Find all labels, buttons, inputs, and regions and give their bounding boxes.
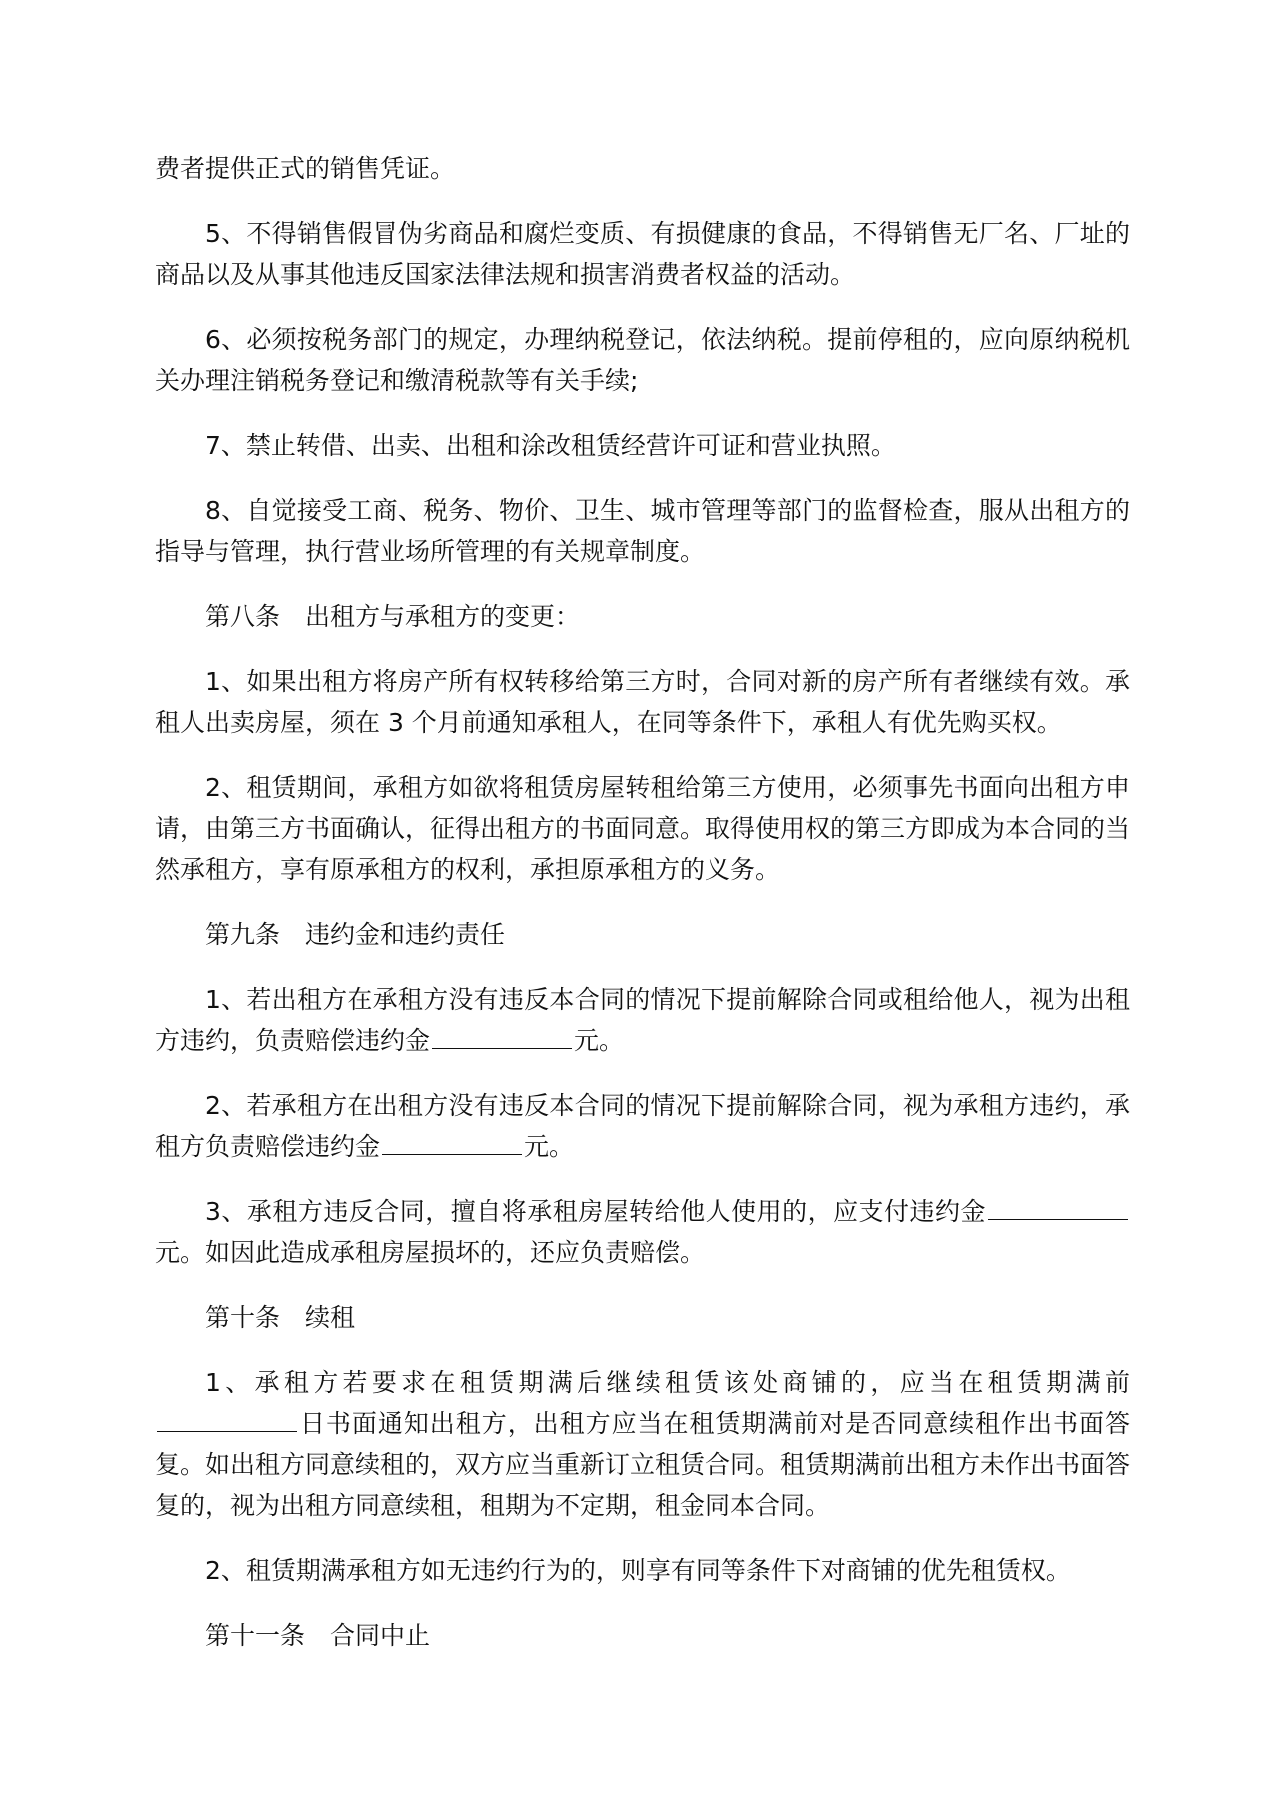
clause-7: 7、禁止转借、出卖、出租和涂改租赁经营许可证和营业执照。: [205, 431, 896, 460]
article-8-clause-1: 1、如果出租方将房产所有权转移给第三方时，合同对新的房产所有者继续有效。承租人出卖房屋，须在 3 个月前通知承租人，在同等条件下，承租人有优先购买权。: [155, 667, 1130, 737]
blank-line-penalty-1: [432, 1022, 572, 1049]
clause-6: 6、必须按税务部门的规定，办理纳税登记，依法纳税。提前停租的，应向原纳税机关办理注销税务登记和缴清税款等有关手续;: [155, 325, 1130, 395]
article-8-heading: [155, 596, 1130, 637]
article-10-clause-1: [155, 1362, 1130, 1526]
article-9-clause-2: [155, 1085, 1130, 1167]
article-9-title: 违约金和违约责任: [305, 920, 506, 949]
article-9-clause-3: [155, 1191, 1130, 1273]
article-9-clause-2-unit: 元。: [524, 1132, 575, 1161]
article-10-heading: [155, 1297, 1130, 1338]
article-10-clause-2: 2、租赁期满承租方如无违约行为的，则享有同等条件下对商铺的优先租赁权。: [205, 1556, 1071, 1585]
article-8-title: 出租方与承租方的变更：: [305, 602, 581, 631]
article-8-clause-2: 2、租赁期间，承租方如欲将租赁房屋转租给第三方使用，必须事先书面向出租方申请，由第三方书面确认，征得出租方的书面同意。取得使用权的第三方即成为本合同的当然承租方，享有原承租方的权利，承担原承租方的义务。: [155, 773, 1131, 884]
article-10-clause-1-text: 1、承租方若要求在租赁期满后继续租赁该处商铺的，应当在租赁期满前: [205, 1368, 1130, 1397]
article-11-heading: [155, 1615, 1130, 1656]
article-9-clause-1-unit: 元。: [574, 1026, 625, 1055]
blank-line-days: [157, 1405, 297, 1432]
article-9-number: 第九条: [205, 920, 281, 949]
article-10-title: 续租: [305, 1303, 356, 1332]
paragraph-continuation: 费者提供正式的销售凭证。: [155, 154, 456, 183]
article-9-heading: [155, 914, 1130, 955]
clause-8: 8、自觉接受工商、税务、物价、卫生、城市管理等部门的监督检查，服从出租方的指导与管理，执行营业场所管理的有关规章制度。: [155, 496, 1130, 566]
article-9-clause-1: [155, 979, 1130, 1061]
article-10-number: 第十条: [205, 1303, 281, 1332]
article-8-number: 第八条: [205, 602, 281, 631]
article-9-clause-1-text: 1、若出租方在承租方没有违反本合同的情况下提前解除合同或租给他人，视为出租方违约，负责赔偿违约金: [155, 985, 1130, 1055]
document-page: [155, 148, 1130, 1680]
blank-line-penalty-2: [382, 1128, 522, 1155]
blank-line-penalty-3: [988, 1193, 1128, 1220]
article-11-number: 第十一条: [205, 1621, 306, 1650]
article-9-clause-2-text: 2、若承租方在出租方没有违反本合同的情况下提前解除合同，视为承租方违约，承租方负责赔偿违约金: [155, 1091, 1130, 1161]
article-10-clause-1-rest: 日书面通知出租方，出租方应当在租赁期满前对是否同意续租作出书面答复。如出租方同意续租的，双方应当重新订立租赁合同。租赁期满前出租方未作出书面答复的，视为出租方同意续租，租期为不定期，租金同本合同。: [155, 1409, 1131, 1520]
article-9-clause-3-rest: 元。如因此造成承租房屋损坏的，还应负责赔偿。: [155, 1238, 706, 1267]
article-11-title: 合同中止: [330, 1621, 431, 1650]
clause-5: 5、不得销售假冒伪劣商品和腐烂变质、有损健康的食品，不得销售无厂名、厂址的商品以及从事其他违反国家法律法规和损害消费者权益的活动。: [155, 219, 1130, 289]
article-9-clause-3-text: 3、承租方违反合同，擅自将承租房屋转给他人使用的，应支付违约金: [205, 1197, 986, 1226]
